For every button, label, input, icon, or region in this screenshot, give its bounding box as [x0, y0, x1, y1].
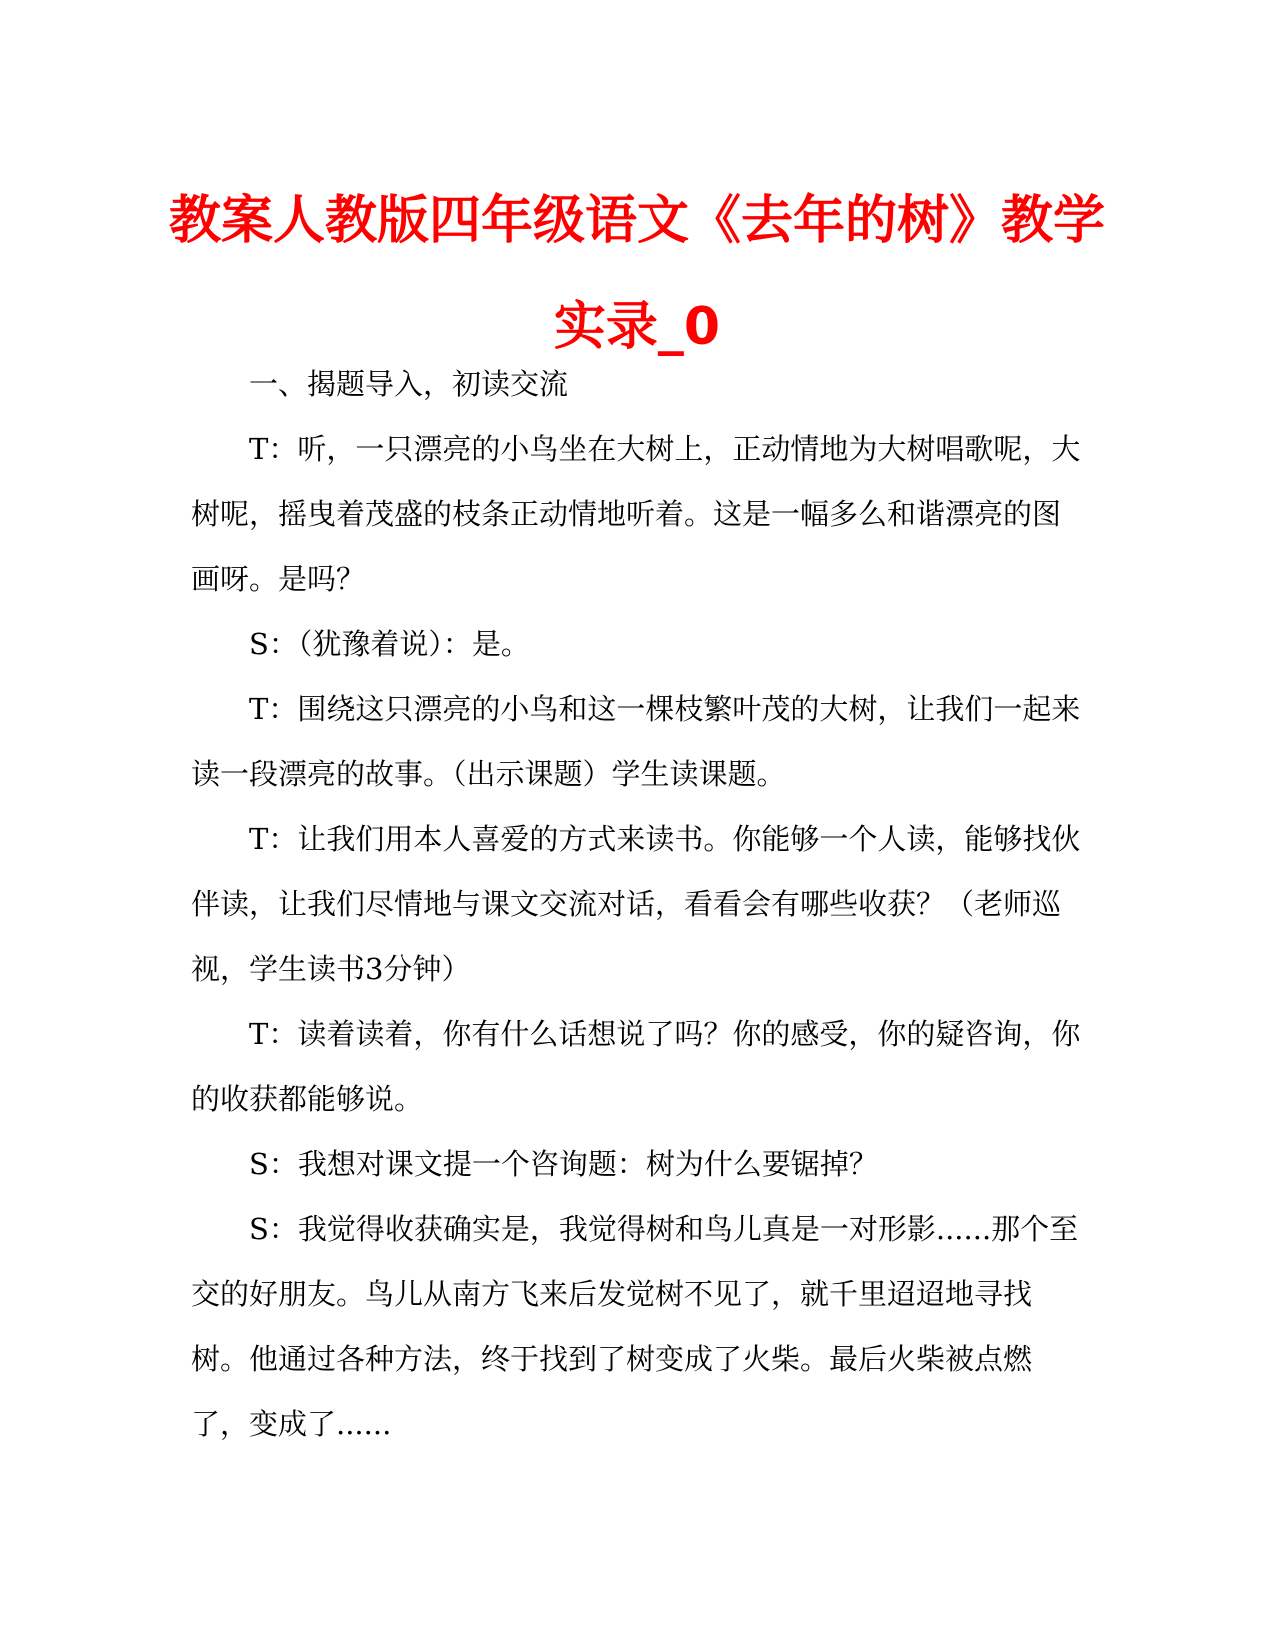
section-heading: 一、揭题导入，初读交流	[249, 367, 569, 401]
paragraph: S：我觉得收获确实是，我觉得树和鸟儿真是一对形影......那个至交的好朋友。鸟儿从南方飞来后发觉树不见了，就千里迢迢地寻找树。他通过各种方法，终于找到了树变成了火柴。最后火柴被点燃了，变成了......	[191, 1212, 1079, 1441]
paragraph: T：让我们用本人喜爱的方式来读书。你能够一个人读，能够找伙伴读，让我们尽情地与课文交流对话，看看会有哪些收获？（老师巡视，学生读书3分钟）	[191, 822, 1081, 986]
paragraph: T：听，一只漂亮的小鸟坐在大树上，正动情地为大树唱歌呢，大树呢，摇曳着茂盛的枝条正动情地听着。这是一幅多么和谐漂亮的图画呀。是吗？	[191, 432, 1081, 596]
paragraph: T：读着读着，你有什么话想说了吗？你的感受，你的疑咨询，你的收获都能够说。	[191, 1017, 1081, 1116]
document-body	[191, 352, 1083, 1457]
document-title: 教案人教版四年级语文《去年的树》教学实录_0	[168, 191, 1105, 357]
paragraph: S：（犹豫着说）：是。	[249, 627, 530, 661]
paragraph: T：围绕这只漂亮的小鸟和这一棵枝繁叶茂的大树，让我们一起来读一段漂亮的故事。（出示课题）学生读课题。	[191, 692, 1081, 791]
paragraph: S：我想对课文提一个咨询题：树为什么要锯掉？	[249, 1147, 878, 1181]
